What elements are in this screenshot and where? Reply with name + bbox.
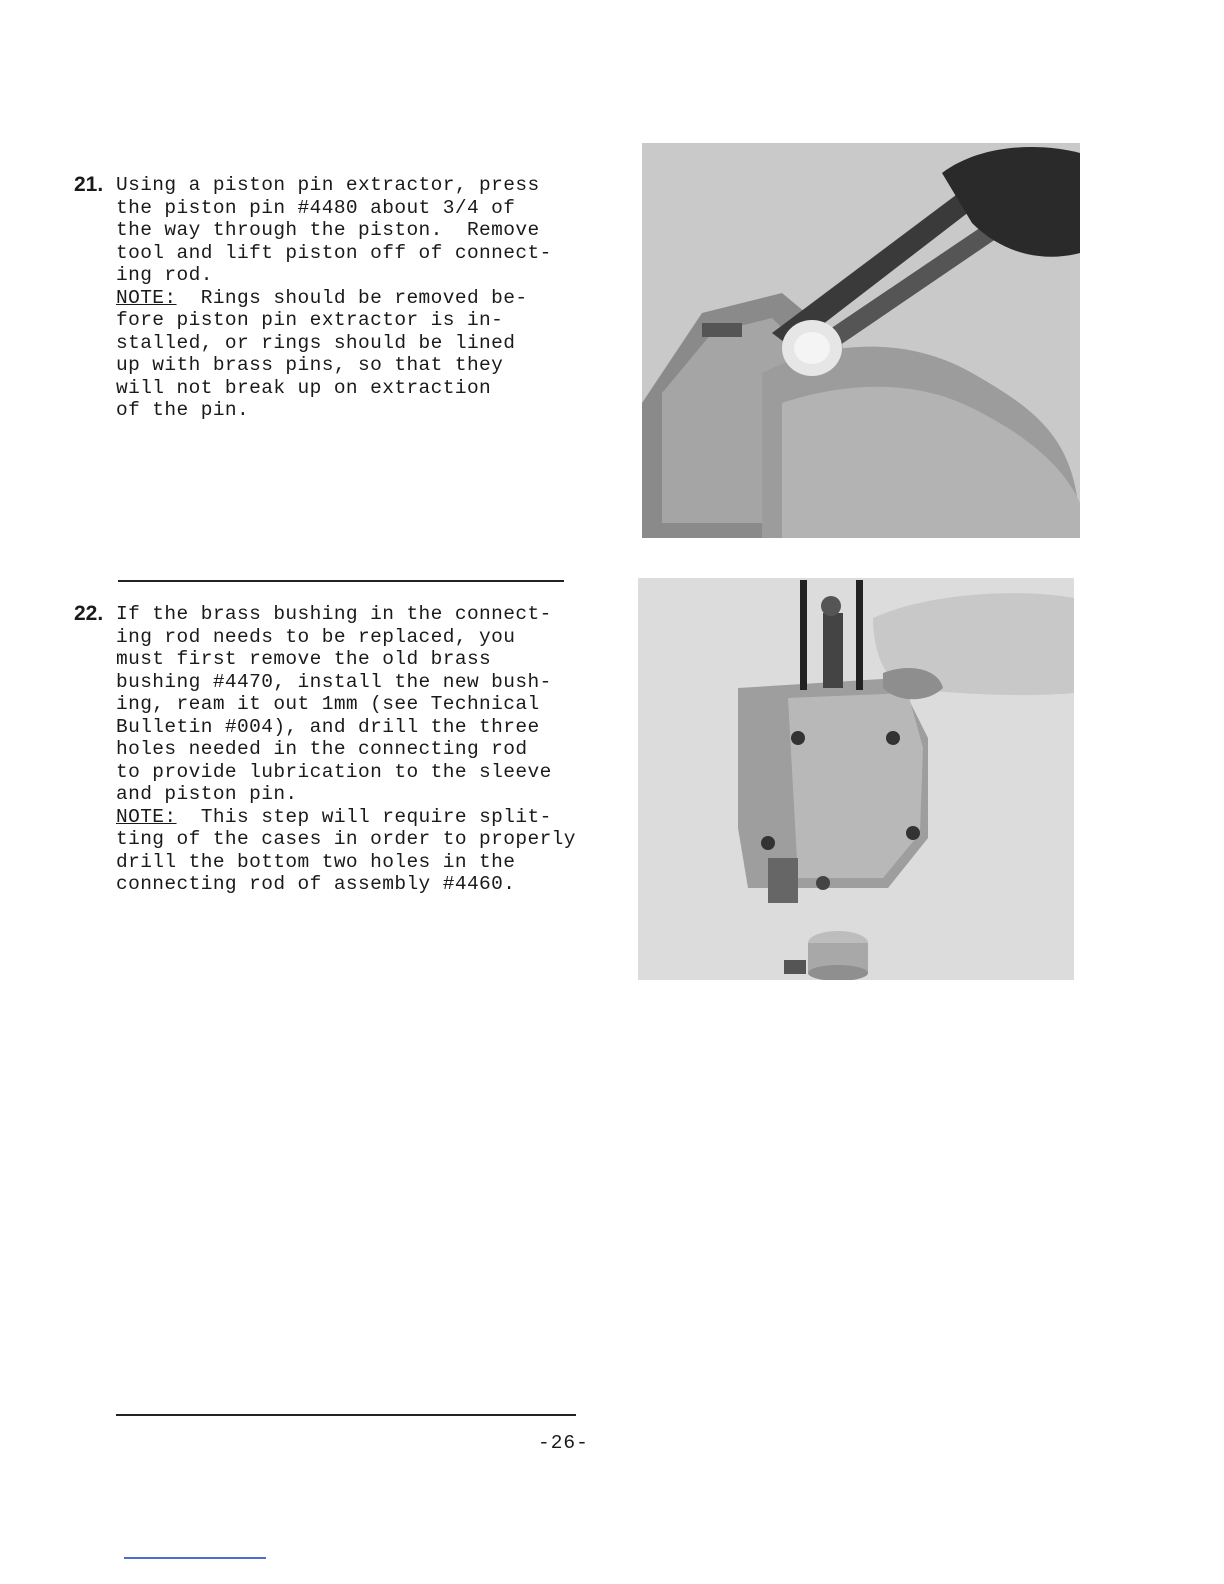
text-line: holes needed in the connecting rod	[116, 738, 528, 760]
step-text	[116, 174, 634, 422]
text-line: and piston pin.	[116, 783, 298, 805]
text-line: ing rod.	[116, 264, 213, 286]
note-label: NOTE:	[116, 286, 177, 309]
text-line: up with brass pins, so that they	[116, 354, 504, 376]
step-number: 21.	[74, 173, 104, 196]
text-line: fore piston pin extractor is in-	[116, 309, 504, 331]
note-text: This step will require split-	[176, 805, 552, 828]
text-line: must first remove the old brass	[116, 648, 492, 670]
text-line: Using a piston pin extractor, press	[116, 174, 540, 196]
photo-illustration	[638, 578, 1074, 980]
note-line	[116, 287, 634, 310]
step-22	[74, 603, 634, 896]
text-line: to provide lubrication to the sleeve	[116, 760, 552, 783]
text-line: ing rod needs to be replaced, you	[116, 625, 516, 648]
text-line: ting of the cases in order to properly	[116, 828, 576, 850]
text-line: stalled, or rings should be lined	[116, 331, 516, 354]
text-line: tool and lift piston off of connect-	[116, 241, 552, 264]
page-number: -26-	[538, 1432, 589, 1454]
text-line: the way through the piston. Remove	[116, 219, 540, 241]
text-line: connecting rod of assembly #4460.	[116, 873, 516, 895]
text-line: ing, ream it out 1mm (see Technical	[116, 693, 540, 715]
text-line: Bulletin #004), and drill the three	[116, 715, 540, 738]
separator-rule	[118, 580, 564, 582]
text-line: the piston pin #4480 about 3/4 of	[116, 196, 516, 219]
footer-link-underline	[124, 1557, 266, 1559]
note-line	[116, 806, 634, 829]
text-line: bushing #4470, install the new bush-	[116, 670, 552, 693]
photo-piston-pin-extractor	[642, 143, 1080, 538]
text-line: If the brass bushing in the connect-	[116, 603, 552, 625]
step-text	[116, 603, 634, 896]
step-number: 22.	[74, 602, 104, 625]
text-line: drill the bottom two holes in the	[116, 850, 516, 873]
photo-illustration	[642, 143, 1080, 538]
text-line: of the pin.	[116, 399, 250, 421]
step-21	[74, 174, 634, 422]
footer-rule	[116, 1414, 576, 1416]
text-line: will not break up on extraction	[116, 376, 492, 399]
note-label: NOTE:	[116, 805, 177, 828]
note-text: Rings should be removed be-	[176, 286, 528, 309]
photo-connecting-rod-case	[638, 578, 1074, 980]
